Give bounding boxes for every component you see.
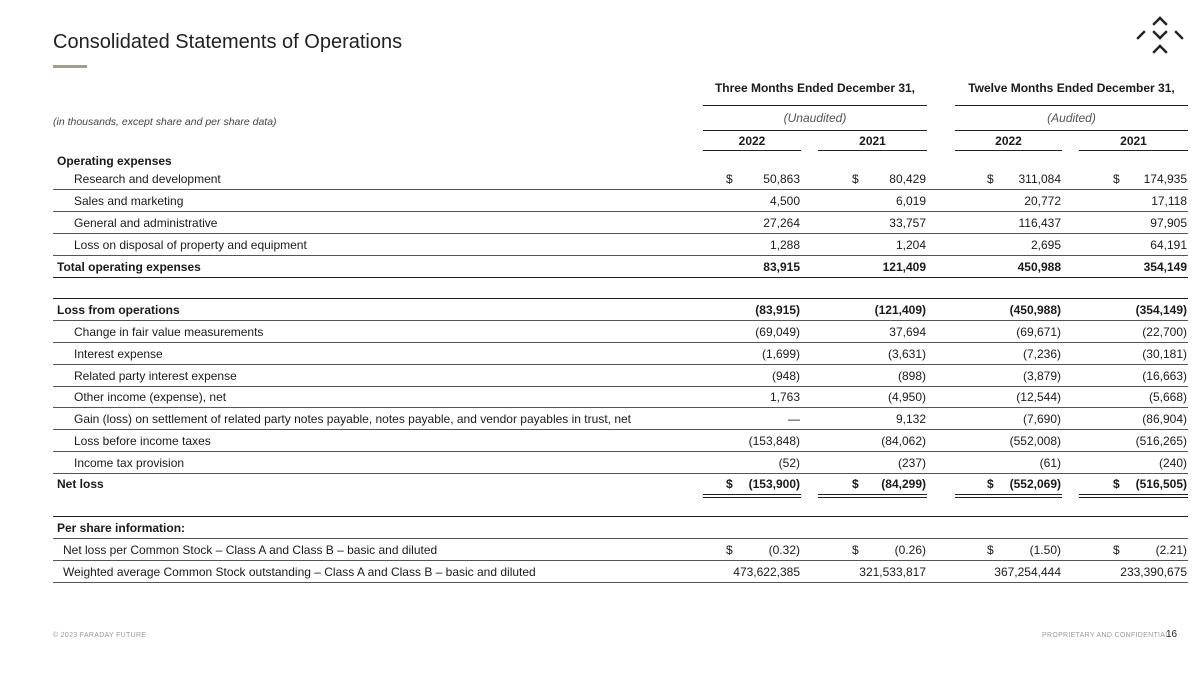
cell-value: (2.21) (1155, 543, 1187, 557)
cell-value: 473,622,385 (733, 565, 800, 579)
cell-value: (5,668) (1148, 390, 1187, 404)
cell-value: (16,663) (1142, 369, 1187, 383)
cell-value: 27,264 (763, 216, 800, 230)
cell-value: (30,181) (1142, 347, 1187, 361)
page-number: 16 (1166, 629, 1178, 640)
total-rule (1079, 494, 1188, 495)
cell-value: (898) (897, 369, 926, 383)
cell-value: (354,149) (1135, 303, 1187, 317)
table-row (53, 539, 1188, 561)
header-audited: (Audited) (1047, 111, 1096, 125)
cell-value: (86,904) (1142, 412, 1187, 426)
cell-value: 321,533,817 (859, 565, 926, 579)
table-row (53, 234, 1188, 256)
cell-value: (84,062) (881, 434, 926, 448)
row-label: Weighted average Common Stock outstanding – Class A and Class B – basic and diluted (63, 565, 536, 579)
cell-value: (3,879) (1022, 369, 1061, 383)
cell-value: 174,935 (1143, 172, 1187, 186)
row-label: Total operating expenses (57, 260, 201, 274)
subheader-rule-twelve (955, 130, 1188, 131)
footer-copyright: © 2023 FARADAY FUTURE (53, 632, 147, 639)
row-label: Loss on disposal of property and equipment (74, 238, 307, 252)
header-rule-twelve (955, 105, 1188, 106)
cell-value: 233,390,675 (1120, 565, 1187, 579)
table-row (53, 190, 1188, 212)
dollar-sign: $ (852, 477, 859, 491)
year-column-header: 2021 (859, 134, 886, 148)
row-label: Research and development (74, 172, 221, 186)
row-label: Sales and marketing (74, 194, 184, 208)
table-row (53, 517, 1188, 539)
cell-value: 367,254,444 (994, 565, 1061, 579)
cell-value: — (788, 412, 800, 426)
row-label: Net loss (57, 477, 104, 491)
dollar-sign: $ (987, 543, 994, 557)
cell-value: (61) (1039, 456, 1061, 470)
row-label: Related party interest expense (74, 369, 237, 383)
dollar-sign: $ (726, 543, 733, 557)
header-unaudited: (Unaudited) (783, 111, 847, 125)
table-row (53, 561, 1188, 583)
cell-value: 9,132 (895, 412, 926, 426)
cell-value: (240) (1158, 456, 1187, 470)
cell-value: 64,191 (1150, 238, 1187, 252)
header-twelve-months: Twelve Months Ended December 31, (968, 81, 1175, 95)
section-rule (53, 516, 1188, 517)
year-column-header: 2022 (738, 134, 766, 148)
table-row (53, 386, 1188, 408)
cell-value: 121,409 (882, 260, 926, 274)
row-label: Gain (loss) on settlement of related party notes payable, notes payable, and vendor payables in trust, net (74, 412, 631, 426)
row-label: Loss from operations (57, 303, 180, 317)
cell-value: (121,409) (874, 303, 926, 317)
dollar-sign: $ (1113, 543, 1120, 557)
cell-value: (3,631) (887, 347, 926, 361)
cell-value: (7,236) (1022, 347, 1061, 361)
table-row (53, 321, 1188, 343)
cell-value: (12,544) (1016, 390, 1061, 404)
units-note: (in thousands, except share and per share data) (53, 116, 277, 128)
cell-value: 450,988 (1017, 260, 1061, 274)
title-underline (53, 65, 87, 68)
table-row (53, 278, 1188, 299)
row-label: Loss before income taxes (74, 434, 211, 448)
cell-value: 354,149 (1143, 260, 1187, 274)
row-label: Net loss per Common Stock – Class A and Class B – basic and diluted (63, 543, 438, 557)
table-row (53, 495, 1188, 516)
cell-value: 1,204 (895, 238, 926, 252)
total-rule (1079, 497, 1188, 498)
cell-value: 311,084 (1018, 172, 1061, 186)
total-rule (818, 494, 927, 495)
section-rule (53, 277, 1188, 278)
cell-value: 4,500 (769, 194, 800, 208)
cell-value: (0.32) (768, 543, 800, 557)
cell-value: (84,299) (881, 477, 926, 491)
cell-value: 80,429 (889, 172, 926, 186)
total-rule (955, 497, 1062, 498)
cell-value: (237) (897, 456, 926, 470)
table-row (53, 212, 1188, 234)
row-label: Per share information: (57, 521, 186, 535)
row-label: General and administrative (74, 216, 218, 230)
cell-value: 20,772 (1024, 194, 1061, 208)
cell-value: (516,505) (1135, 477, 1187, 491)
section-rule (53, 298, 1188, 299)
table-row (53, 343, 1188, 365)
cell-value: 17,118 (1151, 194, 1187, 208)
row-label: Other income (expense), net (74, 390, 227, 404)
total-rule (703, 497, 801, 498)
table-row (53, 365, 1188, 387)
cell-value: (22,700) (1142, 325, 1187, 339)
cell-value: (450,988) (1009, 303, 1061, 317)
cell-value: 50,863 (763, 172, 800, 186)
cell-value: (52) (778, 456, 800, 470)
cell-value: (0.26) (894, 543, 926, 557)
dollar-sign: $ (1113, 477, 1120, 491)
cell-value: 37,694 (889, 325, 926, 339)
dollar-sign: $ (852, 543, 859, 557)
dollar-sign: $ (987, 172, 994, 186)
total-rule (703, 494, 801, 495)
cell-value: (69,049) (755, 325, 800, 339)
cell-value: (4,950) (887, 390, 926, 404)
cell-value: (1,699) (761, 347, 800, 361)
total-rule (955, 494, 1062, 495)
cell-value: (83,915) (755, 303, 800, 317)
row-label: Change in fair value measurements (74, 325, 264, 339)
footer-confidential: PROPRIETARY AND CONFIDENTIAL (1042, 632, 1170, 639)
dollar-sign: $ (987, 477, 994, 491)
cell-value: (552,008) (1009, 434, 1061, 448)
table-row (53, 168, 1188, 190)
cell-value: 116,437 (1018, 216, 1061, 230)
year-column-header: 2022 (995, 134, 1022, 148)
cell-value: 6,019 (895, 194, 926, 208)
table-row (53, 299, 1188, 321)
table-row (53, 408, 1188, 430)
header-rule-three (703, 105, 927, 106)
row-label: Income tax provision (74, 456, 185, 470)
cell-value: 33,757 (889, 216, 926, 230)
total-rule (818, 497, 927, 498)
row-label: Operating expenses (57, 154, 172, 168)
cell-value: 2,695 (1030, 238, 1061, 252)
page-title: Consolidated Statements of Operations (53, 31, 403, 53)
cell-value: (153,900) (748, 477, 800, 491)
table-row (53, 473, 1188, 494)
cell-value: 1,763 (769, 390, 800, 404)
cell-value: 83,915 (763, 260, 800, 274)
cell-value: (1.50) (1029, 543, 1061, 557)
cell-value: (7,690) (1022, 412, 1061, 426)
table-row (53, 452, 1188, 474)
cell-value: (153,848) (748, 434, 800, 448)
header-three-months: Three Months Ended December 31, (714, 81, 916, 95)
table-row (53, 430, 1188, 452)
faraday-future-logo-icon (1130, 14, 1190, 56)
cell-value: (948) (771, 369, 800, 383)
table-row (53, 256, 1188, 277)
row-label: Interest expense (74, 347, 163, 361)
cell-value: (552,069) (1009, 477, 1061, 491)
dollar-sign: $ (1113, 172, 1120, 186)
cell-value: 1,288 (769, 238, 800, 252)
subheader-rule-three (703, 130, 927, 131)
dollar-sign: $ (852, 172, 859, 186)
dollar-sign: $ (726, 172, 733, 186)
cell-value: (69,671) (1016, 325, 1061, 339)
cell-value: (516,265) (1135, 434, 1187, 448)
cell-value: 97,905 (1150, 216, 1187, 230)
year-column-header: 2021 (1120, 134, 1147, 148)
dollar-sign: $ (726, 477, 733, 491)
